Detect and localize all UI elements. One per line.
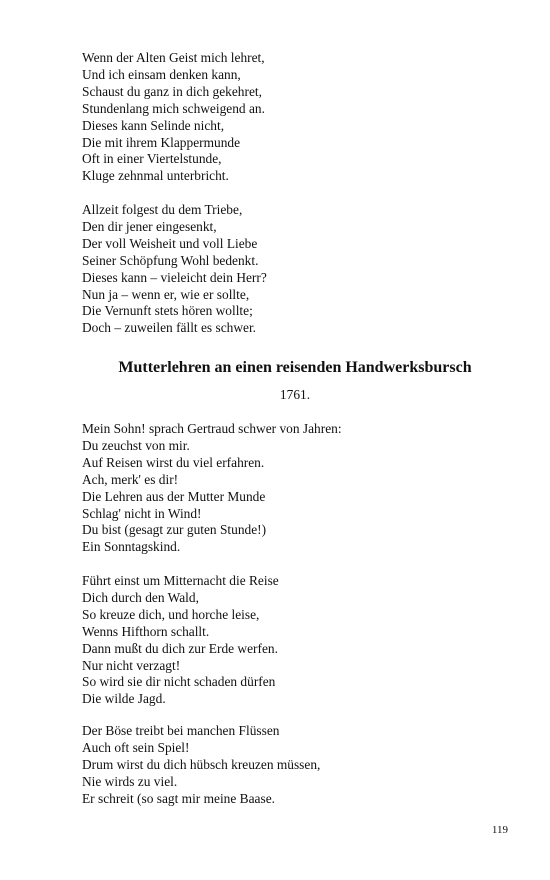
verse-line: Allzeit folgest du dem Triebe, (82, 202, 243, 217)
verse-line: Dieses kann Selinde nicht, (82, 117, 225, 133)
verse-line: Wenn der Alten Geist mich lehret, (82, 50, 265, 65)
verse-line: Nur nicht verzagt! (82, 657, 181, 673)
poem2-stanza-3 (82, 723, 522, 808)
verse-line: Auch oft sein Spiel! (82, 739, 190, 755)
verse-line: Mein Sohn! sprach Gertraud schwer von Jahren: (82, 421, 342, 436)
verse-line: Die wilde Jagd. (82, 691, 166, 707)
verse-line: Ach, merk' es dir! (82, 471, 179, 487)
verse-line: Du bist (gesagt zur guten Stunde!) (82, 522, 267, 538)
verse-line: Nun ja – wenn er, wie er sollte, (82, 286, 250, 302)
verse-line: Dieses kann – vieleicht dein Herr? (82, 269, 267, 285)
verse-line: Ein Sonntagskind. (82, 539, 181, 555)
verse-line: Doch – zuweilen fällt es schwer. (82, 320, 257, 336)
verse-line: So wird sie dir nicht schaden dürfen (82, 674, 276, 690)
poem-year: 1761. (279, 387, 311, 402)
poem2-stanza-1 (82, 421, 522, 556)
page-number: 119 (491, 824, 508, 836)
verse-line: Der voll Weisheit und voll Liebe (82, 235, 258, 251)
verse-line: Die mit ihrem Klappermunde (82, 134, 241, 150)
verse-line: Der Böse treibt bei manchen Flüssen (82, 723, 280, 738)
verse-line: Auf Reisen wirst du viel erfahren. (82, 454, 265, 470)
poem2-stanza-2 (82, 573, 522, 708)
verse-line: Dich durch den Wald, (82, 589, 199, 605)
verse-line: Kluge zehnmal unterbricht. (82, 168, 229, 184)
verse-line: Wenns Hifthorn schallt. (82, 623, 210, 639)
verse-line: Dann mußt du dich zur Erde werfen. (82, 640, 278, 656)
verse-line: Oft in einer Viertelstunde, (82, 151, 222, 167)
verse-line: Den dir jener eingesenkt, (82, 218, 217, 234)
verse-line: Und ich einsam denken kann, (82, 66, 241, 82)
poem-title: Mutterlehren an einen reisenden Handwerksbursch (118, 359, 472, 376)
verse-line: Führt einst um Mitternacht die Reise (82, 573, 279, 588)
verse-line: Die Lehren aus der Mutter Munde (82, 488, 266, 504)
verse-line: Schlag' nicht in Wind! (82, 505, 202, 521)
poem1-stanza-1 (82, 50, 522, 185)
verse-line: Schaust du ganz in dich gekehret, (82, 83, 262, 99)
verse-line: Nie wirds zu viel. (82, 773, 178, 789)
verse-line: Er schreit (so sagt mir meine Baase. (82, 790, 275, 806)
verse-line: So kreuze dich, und horche leise, (82, 606, 260, 622)
verse-line: Die Vernunft stets hören wollte; (82, 303, 253, 319)
poem1-stanza-2 (82, 202, 522, 337)
verse-line: Drum wirst du dich hübsch kreuzen müssen, (82, 756, 321, 772)
verse-line: Stundenlang mich schweigend an. (82, 100, 265, 116)
verse-line: Du zeuchst von mir. (82, 437, 190, 453)
verse-line: Seiner Schöpfung Wohl bedenkt. (82, 252, 259, 268)
